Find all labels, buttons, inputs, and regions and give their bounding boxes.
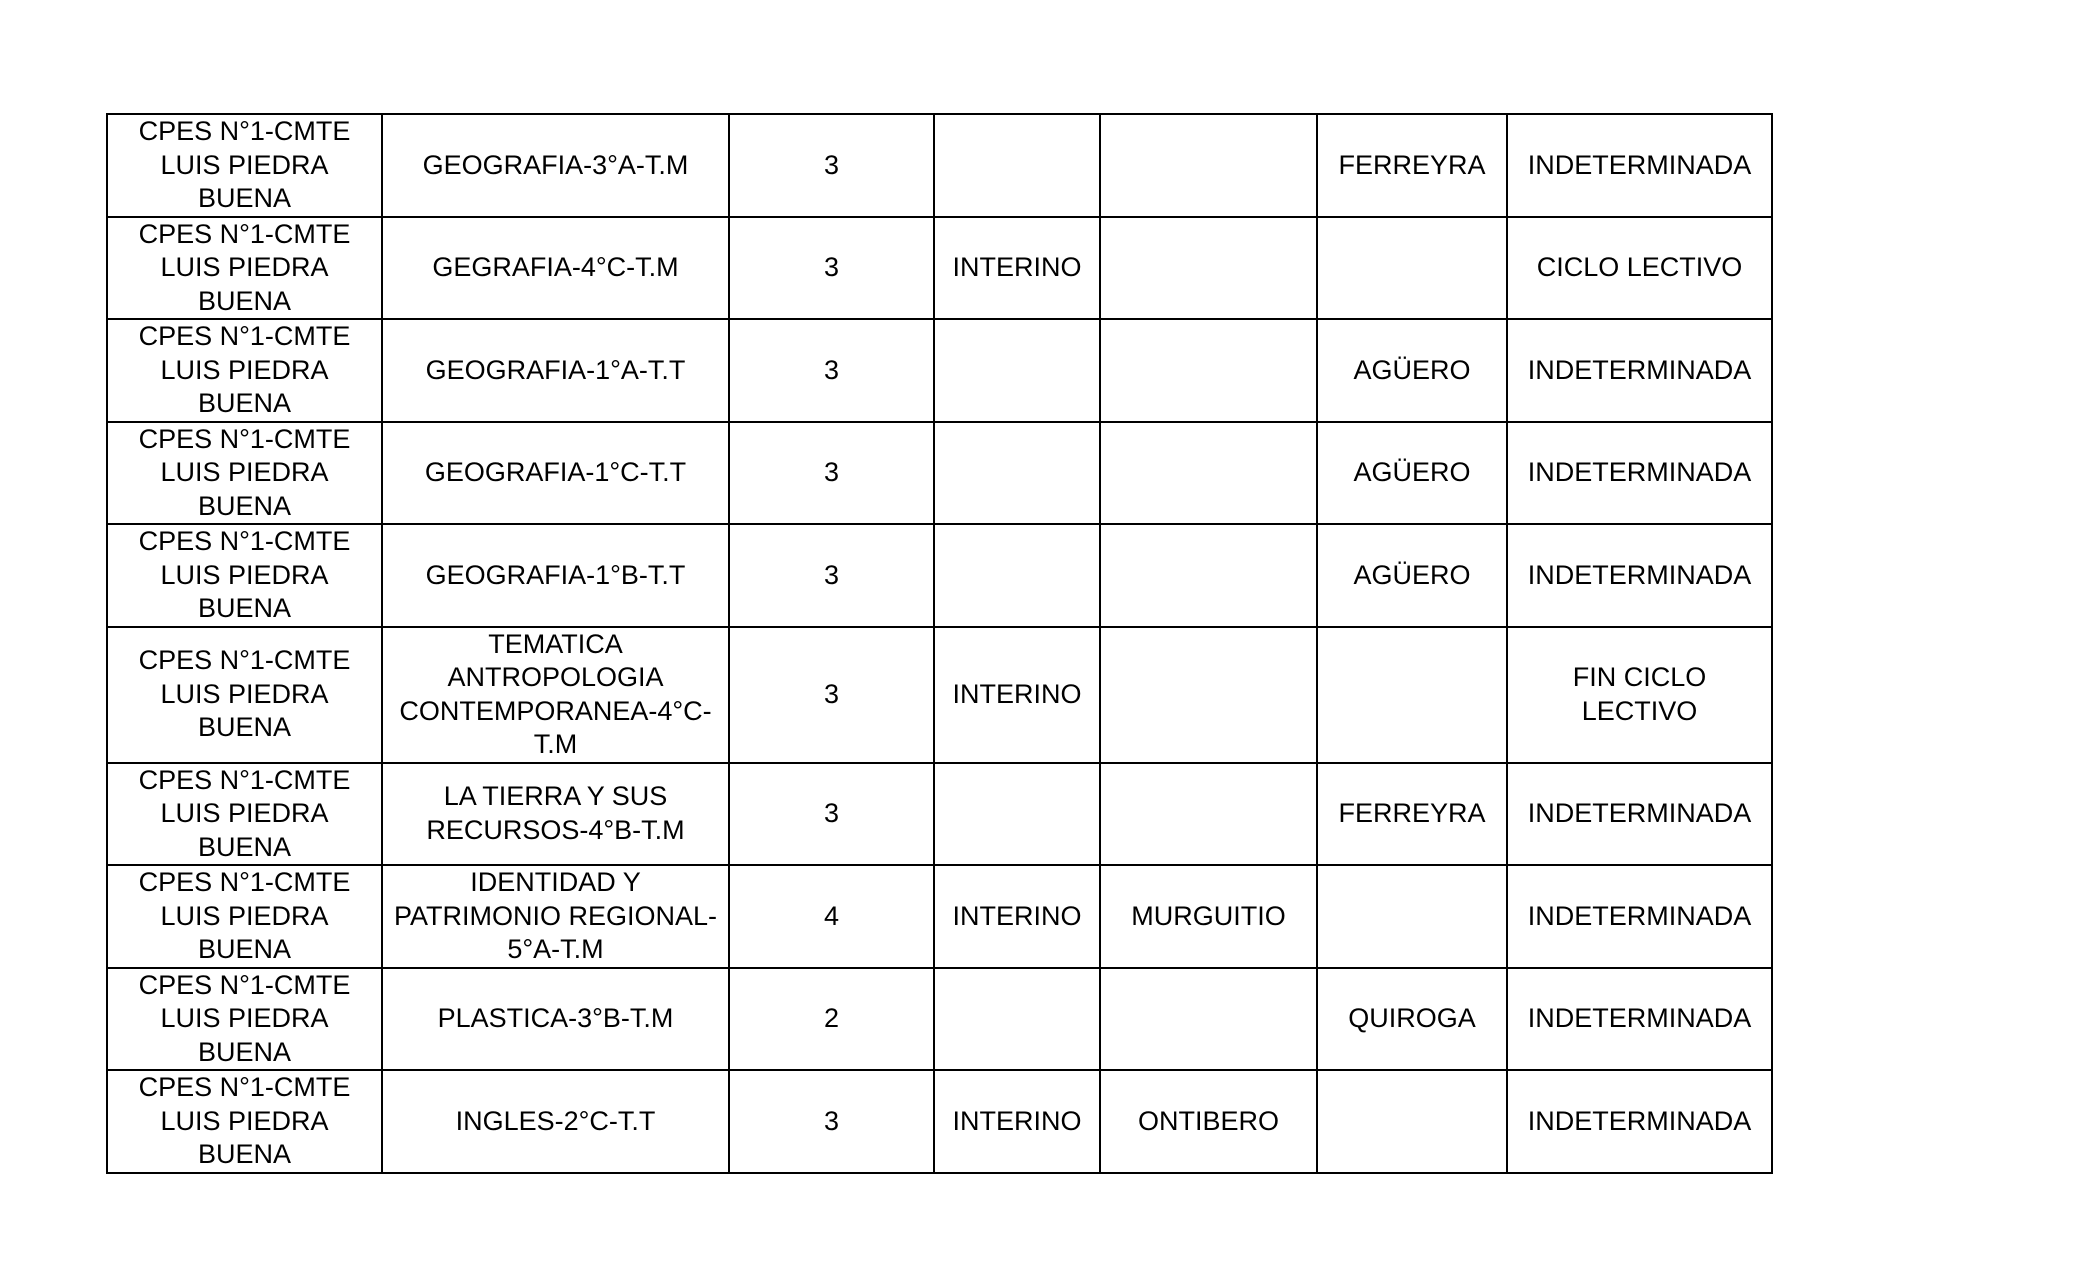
status-cell xyxy=(934,968,1100,1071)
term-text: FIN CICLO LECTIVO xyxy=(1572,662,1707,726)
hours-cell: 3 xyxy=(729,217,934,320)
subject-cell: GEOGRAFIA-3°A-T.M xyxy=(382,114,729,217)
holder-cell: FERREYRA xyxy=(1317,114,1507,217)
school-cell: CPES N°1-CMTE LUIS PIEDRA BUENA xyxy=(107,524,382,627)
table-row xyxy=(107,627,1772,763)
hours-cell: 4 xyxy=(729,865,934,968)
holder-cell: QUIROGA xyxy=(1317,968,1507,1071)
school-cell: CPES N°1-CMTE LUIS PIEDRA BUENA xyxy=(107,1070,382,1173)
hours-cell: 3 xyxy=(729,524,934,627)
teacher-cell xyxy=(1100,422,1317,525)
hours-cell: 3 xyxy=(729,422,934,525)
table-row xyxy=(107,422,1772,525)
table-row xyxy=(107,1070,1772,1173)
school-cell: CPES N°1-CMTE LUIS PIEDRA BUENA xyxy=(107,114,382,217)
school-cell: CPES N°1-CMTE LUIS PIEDRA BUENA xyxy=(107,627,382,763)
subject-cell: GEOGRAFIA-1°A-T.T xyxy=(382,319,729,422)
term-cell: CICLO LECTIVO xyxy=(1507,217,1772,320)
term-cell: INDETERMINADA xyxy=(1507,422,1772,525)
subject-cell: GEOGRAFIA-1°C-T.T xyxy=(382,422,729,525)
hours-cell: 3 xyxy=(729,319,934,422)
school-cell: CPES N°1-CMTE LUIS PIEDRA BUENA xyxy=(107,865,382,968)
holder-cell: AGÜERO xyxy=(1317,524,1507,627)
holder-cell: AGÜERO xyxy=(1317,422,1507,525)
status-cell: INTERINO xyxy=(934,1070,1100,1173)
hours-cell: 3 xyxy=(729,627,934,763)
hours-cell: 3 xyxy=(729,1070,934,1173)
holder-cell: AGÜERO xyxy=(1317,319,1507,422)
school-cell: CPES N°1-CMTE LUIS PIEDRA BUENA xyxy=(107,319,382,422)
status-cell: INTERINO xyxy=(934,217,1100,320)
hours-cell: 2 xyxy=(729,968,934,1071)
subject-text: LA TIERRA Y SUS RECURSOS-4°B-T.M xyxy=(426,781,685,845)
teacher-cell xyxy=(1100,319,1317,422)
teacher-cell xyxy=(1100,763,1317,866)
teacher-cell: MURGUITIO xyxy=(1100,865,1317,968)
status-cell xyxy=(934,319,1100,422)
holder-cell: FERREYRA xyxy=(1317,763,1507,866)
teacher-cell xyxy=(1100,524,1317,627)
status-cell: INTERINO xyxy=(934,627,1100,763)
status-cell xyxy=(934,422,1100,525)
subject-cell: IDENTIDAD Y PATRIMONIO REGIONAL-5°A-T.M xyxy=(382,865,729,968)
positions-table xyxy=(106,113,1773,1174)
subject-cell: GEOGRAFIA-1°B-T.T xyxy=(382,524,729,627)
teacher-cell xyxy=(1100,217,1317,320)
holder-cell xyxy=(1317,217,1507,320)
term-cell: INDETERMINADA xyxy=(1507,524,1772,627)
school-cell: CPES N°1-CMTE LUIS PIEDRA BUENA xyxy=(107,217,382,320)
status-cell xyxy=(934,763,1100,866)
school-cell: CPES N°1-CMTE LUIS PIEDRA BUENA xyxy=(107,422,382,525)
teacher-cell xyxy=(1100,627,1317,763)
term-cell: INDETERMINADA xyxy=(1507,319,1772,422)
subject-cell: TEMATICA ANTROPOLOGIA CONTEMPORANEA-4°C-T.M xyxy=(382,627,729,763)
table-row xyxy=(107,319,1772,422)
term-cell: INDETERMINADA xyxy=(1507,865,1772,968)
subject-cell: INGLES-2°C-T.T xyxy=(382,1070,729,1173)
holder-cell xyxy=(1317,627,1507,763)
teacher-cell xyxy=(1100,114,1317,217)
table-row xyxy=(107,524,1772,627)
teacher-cell xyxy=(1100,968,1317,1071)
hours-cell: 3 xyxy=(729,763,934,866)
term-cell: INDETERMINADA xyxy=(1507,763,1772,866)
subject-cell xyxy=(382,763,729,866)
status-cell: INTERINO xyxy=(934,865,1100,968)
term-cell: INDETERMINADA xyxy=(1507,968,1772,1071)
school-cell: CPES N°1-CMTE LUIS PIEDRA BUENA xyxy=(107,968,382,1071)
holder-cell xyxy=(1317,865,1507,968)
hours-cell: 3 xyxy=(729,114,934,217)
table-row xyxy=(107,865,1772,968)
table-row xyxy=(107,217,1772,320)
term-cell xyxy=(1507,627,1772,763)
school-cell: CPES N°1-CMTE LUIS PIEDRA BUENA xyxy=(107,763,382,866)
term-cell: INDETERMINADA xyxy=(1507,1070,1772,1173)
teacher-cell: ONTIBERO xyxy=(1100,1070,1317,1173)
term-cell: INDETERMINADA xyxy=(1507,114,1772,217)
status-cell xyxy=(934,114,1100,217)
table-row xyxy=(107,763,1772,866)
holder-cell xyxy=(1317,1070,1507,1173)
subject-cell: PLASTICA-3°B-T.M xyxy=(382,968,729,1071)
table-row xyxy=(107,114,1772,217)
subject-cell: GEGRAFIA-4°C-T.M xyxy=(382,217,729,320)
table-row xyxy=(107,968,1772,1071)
status-cell xyxy=(934,524,1100,627)
